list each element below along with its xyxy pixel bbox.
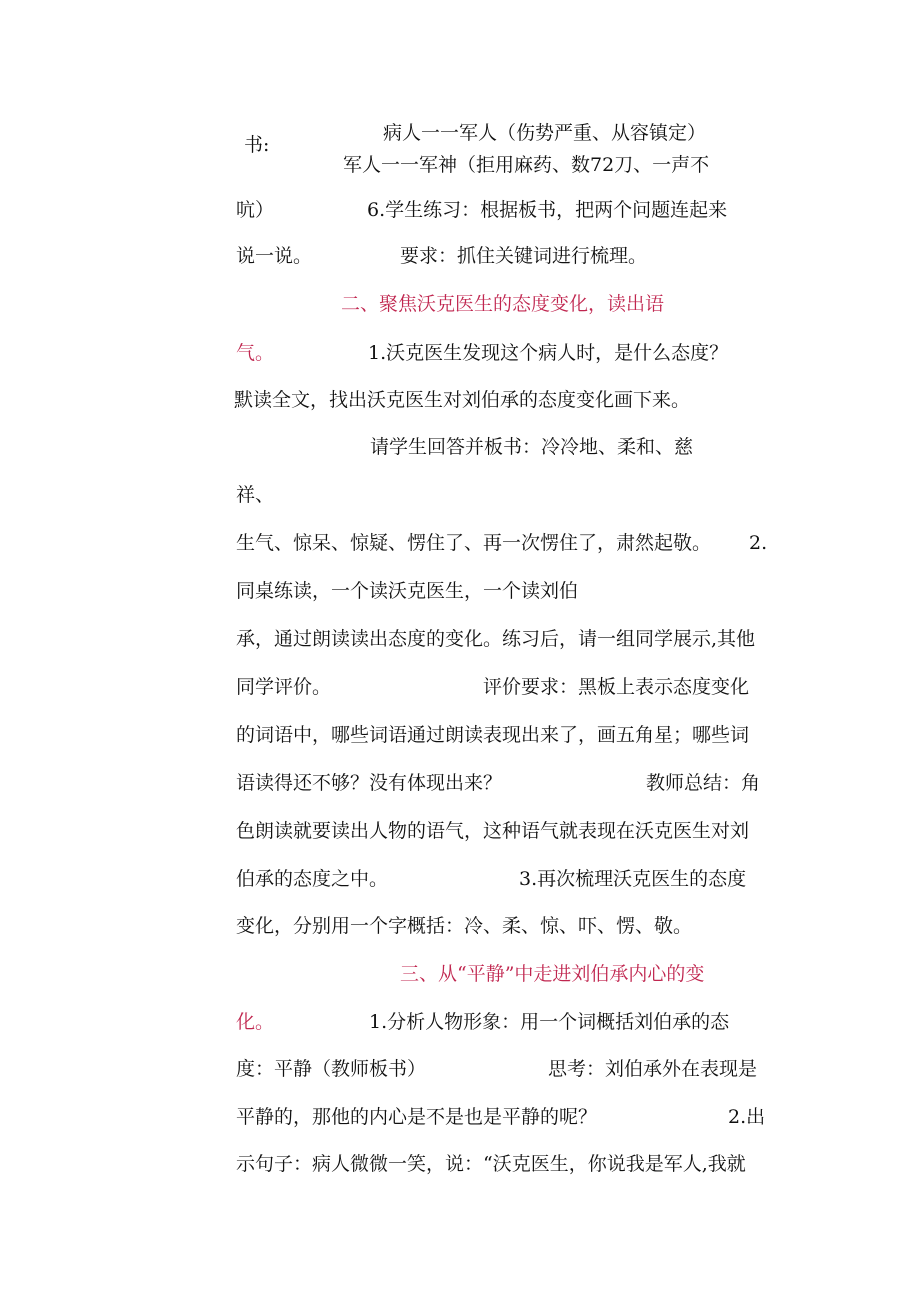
text-line: 说一说。 (236, 245, 313, 267)
section-heading-2-end: 气。 (236, 342, 275, 364)
text-line: 示句子：病人微微一笑，说：“沃克医生，你说我是军人,我就 (236, 1153, 746, 1175)
text-line: 色朗读就要读出人物的语气，这种语气就表现在沃克医生对刘 (236, 820, 750, 842)
section-heading-3: 三、从“平静”中走进刘伯承内心的变 (400, 963, 705, 985)
text-line: 伯承的态度之中。 (236, 868, 389, 890)
text-line: 1.分析人物形象：用一个词概括刘伯承的态 (369, 1011, 730, 1033)
text-line: 6.学生练习：根据板书，把两个问题连起来 (367, 199, 728, 221)
text-line: 3.再次梳理沃克医生的态度 (519, 868, 747, 890)
text-line: 吭） (236, 199, 275, 221)
text-line: 要求：抓住关键词进行梳理。 (400, 245, 648, 267)
text-line: 默读全文，找出沃克医生对刘伯承的态度变化画下来。 (234, 389, 691, 411)
text-line: 的词语中，哪些词语通过朗读表现出来了，画五角星；哪些词 (236, 724, 750, 746)
text-line: 请学生回答并板书：冷冷地、柔和、慈 (370, 436, 694, 458)
text-line: 同学评价。 (236, 676, 332, 698)
text-line: 平静的，那他的内心是不是也是平静的呢？ (236, 1106, 598, 1128)
text-line: 2. (749, 532, 768, 554)
text-line: 承，通过朗读读出态度的变化。练习后，请一组同学展示,其他 (236, 628, 756, 650)
text-line: 1.沃克医生发现这个病人时，是什么态度？ (368, 342, 729, 364)
text-line: 度：平静（教师板书） (236, 1058, 427, 1080)
text-line: 思考：刘伯承外在表现是 (548, 1058, 758, 1080)
text-line: 语读得还不够？没有体现出来？ (236, 772, 503, 794)
board-line-patient-soldier: 病人一一军人（伤势严重、从容镇定） (383, 122, 707, 144)
board-line-soldier-god: 军人一一军神（拒用麻药、数72刀、一声不 (343, 154, 710, 176)
text-line: 2.出 (728, 1106, 766, 1128)
text-line: 教师总结：角 (646, 772, 761, 794)
section-heading-3-end: 化。 (236, 1011, 275, 1033)
board-label: 书: (244, 134, 270, 156)
text-line: 祥、 (236, 484, 275, 506)
text-line: 同桌练读，一个读沃克医生，一个读刘伯 (236, 580, 579, 602)
text-line: 评价要求：黑板上表示态度变化 (483, 676, 750, 698)
section-heading-2: 二、聚焦沃克医生的态度变化，读出语 (341, 293, 665, 315)
text-line: 生气、惊呆、惊疑、愣住了、再一次愣住了，肃然起敬。 (236, 532, 712, 554)
text-line: 变化，分别用一个字概括：冷、柔、惊、吓、愣、敬。 (236, 915, 693, 937)
